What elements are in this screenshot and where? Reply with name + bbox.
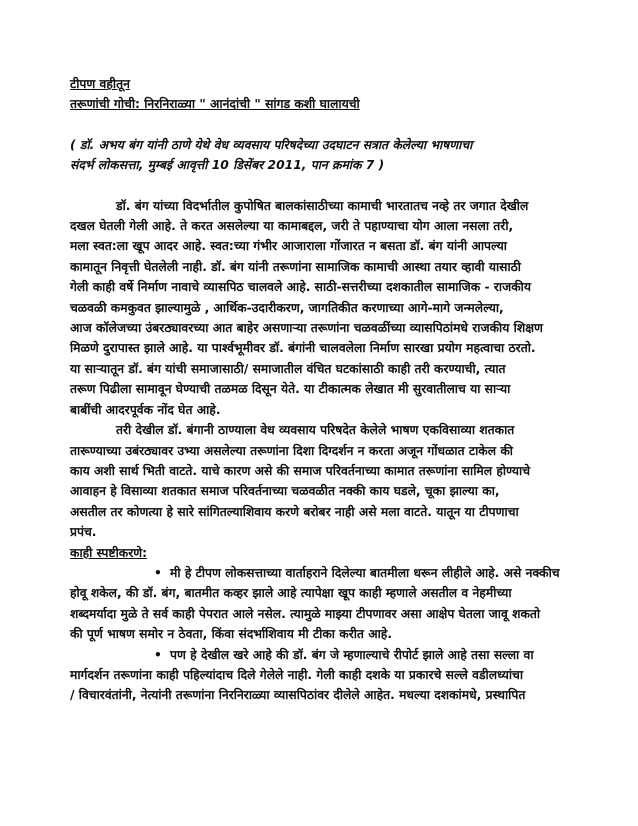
citation-line: ( डॉ. अभय बंग यांनी ठाणे येथे वेध व्यवसाय परिषदेच्या उदघाटन सत्रात केलेल्या भाषणाचा xyxy=(70,137,473,152)
paragraph-line: आज कॉलेजच्या उंबरठ्यावरच्या आत बाहेर असणाऱ्या तरूणांना चळवळींच्या व्यासपिठांमधे राजकीय शिक्षण xyxy=(70,321,543,336)
clarifications-heading: काही स्पष्टीकरणे: xyxy=(70,545,148,560)
paragraph-line: दखल घेतली गेली आहे. ते करत असलेल्या या कामाबद्दल, जरी ते पहाण्याचा योग आला नसला तरी, xyxy=(70,219,514,234)
document-label: टीपण वहीतून xyxy=(70,77,130,91)
paragraph-line: असतील तर कोणत्या हे सारे सांगितल्याशिवाय करणे बरोबर नाही असे मला वाटते. यातून या टीपणाचा xyxy=(70,504,519,519)
paragraph-line: बाबींची आदरपूर्वक नोंद घेत आहे. xyxy=(70,402,221,417)
paragraph-line: पण हे देखील खरे आहे की डॉ. बंग जे म्हणाल्याचे रीपोर्ट झाले आहे तसा सल्ला वा xyxy=(170,647,534,662)
paragraph-line: मिळणे दुरापास्त झाले आहे. या पार्श्वभूमीवर डॉ. बंगांनी चालवलेला निर्माण सारखा प्रयोग महत्वाचा ठरतो. xyxy=(70,341,536,356)
paragraph-line: की पूर्ण भाषण समोर न ठेवता, किंवा संदर्भाशिवाय मी टीका करीत आहे. xyxy=(70,627,392,642)
bullet-item-1 xyxy=(70,563,568,645)
paragraph-line: डॉ. बंग यांच्या विदर्भातील कुपोषित बालकांसाठीच्या कामाची भारतातच नव्हे तर जगात देखील xyxy=(116,198,529,213)
paragraph-1 xyxy=(70,196,568,420)
paragraph-2 xyxy=(70,420,568,542)
document-title: तरूणांची गोची: निरनिराळ्या " आनंदांची " सांगड कशी घालायची xyxy=(70,97,360,112)
citation-block xyxy=(70,135,568,176)
bullet-first-line xyxy=(70,563,568,583)
paragraph-line: आवाहन हे विसाव्या शतकात समाज परिवर्तनाच्या चळवळीत नक्की काय घडले, चूका झाल्या का, xyxy=(70,484,500,499)
bullet-icon: • xyxy=(154,565,162,580)
bullet-item-2 xyxy=(70,645,568,706)
paragraph-line: कामातून निवृत्ती घेतलेली नाही. डॉ. बंग यांनी तरूणांना सामाजिक कामाची आस्था तयार व्हावी यासाठी xyxy=(70,259,521,274)
paragraph-line: गेली काही वर्षे निर्माण नावाचे व्यासपिठ चालवले आहे. साठी-सत्तरीच्या दशकातील सामाजिक - राजकीय xyxy=(70,280,531,295)
paragraph-line: होवू शकेल, की डॉ. बंग, बातमीत कव्हर झाले आहे त्यापेक्षा खूप काही म्हणाले असतील व नेहमीच्या xyxy=(70,586,512,601)
bullet-icon: • xyxy=(154,647,162,662)
paragraph-line: काय अशी सार्थ भिती वाटते. याचे कारण असे की समाज परिवर्तनाच्या कामात तरूणांना सामिल होण्याचे xyxy=(70,463,531,478)
paragraph-line: या साऱ्यातून डॉ. बंग यांची समाजासाठी/ समाजातील वंचित घटकांसाठी काही तरी करण्याची, त्यात xyxy=(70,361,506,376)
paragraph-line: प्रपंच. xyxy=(70,525,97,540)
paragraph-line: तारूण्याच्या उबंरठ्यावर उभ्या असलेल्या तरूणांना दिशा दिग्दर्शन न करता अजून गोंधळात टाकेल की xyxy=(70,443,513,458)
paragraph-line: मला स्वत:ला खूप आदर आहे. स्वत:च्या गंभीर आजाराला गोंजारत न बसता डॉ. बंग यांनी आपल्या xyxy=(70,239,507,254)
paragraph-line: तरूण पिढीला सामावून घेण्याची तळमळ दिसून येते. या टीकात्मक लेखात मी सुरवातीलाच या साऱ्या xyxy=(70,382,511,397)
paragraph-line: मी हे टीपण लोकसत्ताच्या वार्ताहराने दिलेल्या बातमीला धरून लीहीले आहे. असे नक्कीच xyxy=(170,565,560,580)
bullet-first-line xyxy=(70,645,568,665)
citation-line: संदर्भ लोकसत्ता, मुम्बई आवृत्ती 10 डिसेंबर 2011, पान क्रमांक 7 ) xyxy=(70,158,385,173)
paragraph-line: शब्दमर्यादा मुळे ते सर्व काही पेपरात आले नसेल. त्यामुळे माझ्या टीपणावर असा आक्षेप घेतला जावू शकतो xyxy=(70,606,541,621)
paragraph-line: मार्गदर्शन तरूणांना काही पहिल्यांदाच दिले गेलेले नाही. गेली काही दशके या प्रकारचे सल्ले वडीलध्यांचा xyxy=(70,667,524,682)
paragraph-line: / विचारवंतांनी, नेत्यांनी तरूणांना निरनिराळ्या व्यासपिठांवर दीलेले आहेत. मधल्या दशकांमधे, प्रस्थापित xyxy=(70,688,526,703)
paragraph-line: तरी देखील डॉ. बंगानी ठाण्याला वेध व्यवसाय परिषदेत केलेले भाषण एकविसाव्या शतकात xyxy=(116,423,515,438)
paragraph-line: चळवळी कमकुवत झाल्यामुळे , आर्थिक-उदारीकरण, जागतिकीत करणाच्या आगे-मागे जन्मलेल्या, xyxy=(70,300,504,315)
